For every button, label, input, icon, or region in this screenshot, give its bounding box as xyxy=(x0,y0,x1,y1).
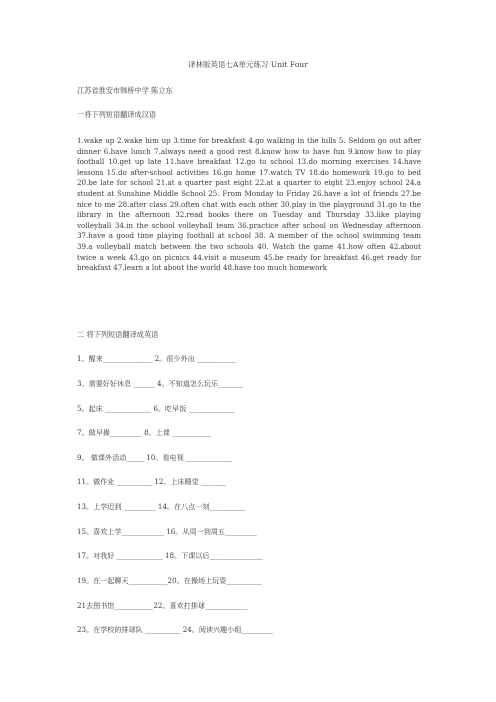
exercise-row-3: 5。起床 _____________ 6。吃早饭 _____________ xyxy=(77,404,235,413)
exercise-row-12: 23。在学校的排球队 __________ 24。阅读兴趣小组_________ xyxy=(77,625,274,634)
exercise-row-11: 21去图书馆___________22。喜欢打排球____________ xyxy=(77,601,248,610)
exercise-row-10: 19。在一起聊天___________20。在操场上玩耍__________ xyxy=(77,576,262,585)
section-1-phrase-list: 1.wake up 2.wake him up 3.time for breakfast 4.go walking in the hills 5. Seldom go out after dinner 6.have lunch 7.always need a good rest 8.know how to have fun 9.know how to play football 10.get up late 11.have breakfast 12.go to school 13.do morning exercises 14.have lessons 15.do after-school activities 16.go home 17.watch TV 18.do homework 19.go to bed 20.be late for school 21.at a quarter past eight 22.at a quarter to eight 23.enjoy school 24.a student at Sunshine Middle School 25. From Monday to Friday 26.have a lot of friends 27.be nice to me 28.after class 29.often chat with each other 30.play in the playground 31.go to the library in the afternoon 32.read books there on Tuesday and Thursday 33.like playing volleyball 34.in the school volleyball team 36.practice after school on Wednesday afternoon 37.have a good time playing football at school 38. A member of the school swimming team 39.a volleyball match between the two schools 40. Watch the game 41.how often 42.about twice a week 43.go on picnics 44.visit a museum 45.be ready for breakfast 46.get ready for breakfast 47.learn a lot about the world 48.have too much homework xyxy=(77,136,421,273)
exercise-row-7: 13。上学迟到 _________ 14。在八点一刻__________ xyxy=(77,502,245,511)
exercise-row-5: 9。 做课外活动_____ 10。看电视 _____________ xyxy=(77,453,233,462)
section-1-heading: 一将下列短语翻译成汉语 xyxy=(77,110,157,119)
exercise-row-2: 3。需要好好休息 ______ 4。不知道怎么玩乐_______ xyxy=(77,379,244,388)
exercise-row-9: 17。对我好 _____________ 18。下课以后_______________ xyxy=(77,551,263,560)
section-2-heading: 二 将下列短语翻译成英语 xyxy=(77,330,159,339)
exercise-row-8: 15。喜欢上学____________ 16。从周一到周五_________ xyxy=(77,527,257,536)
exercise-row-6: 11。做作业 __________ 12。上床睡觉 _______ xyxy=(77,477,226,486)
exercise-row-4: 7。做早操_________ 8。上课 ___________ xyxy=(77,428,212,437)
author-line: 江苏省淮安市韩桥中学 陈立东 xyxy=(77,86,173,95)
document-title: 译林版英语七A单元练习 Unit Four xyxy=(188,60,308,69)
exercise-row-1: 1。醒来______________ 2。很少外出 ___________ xyxy=(77,354,236,363)
